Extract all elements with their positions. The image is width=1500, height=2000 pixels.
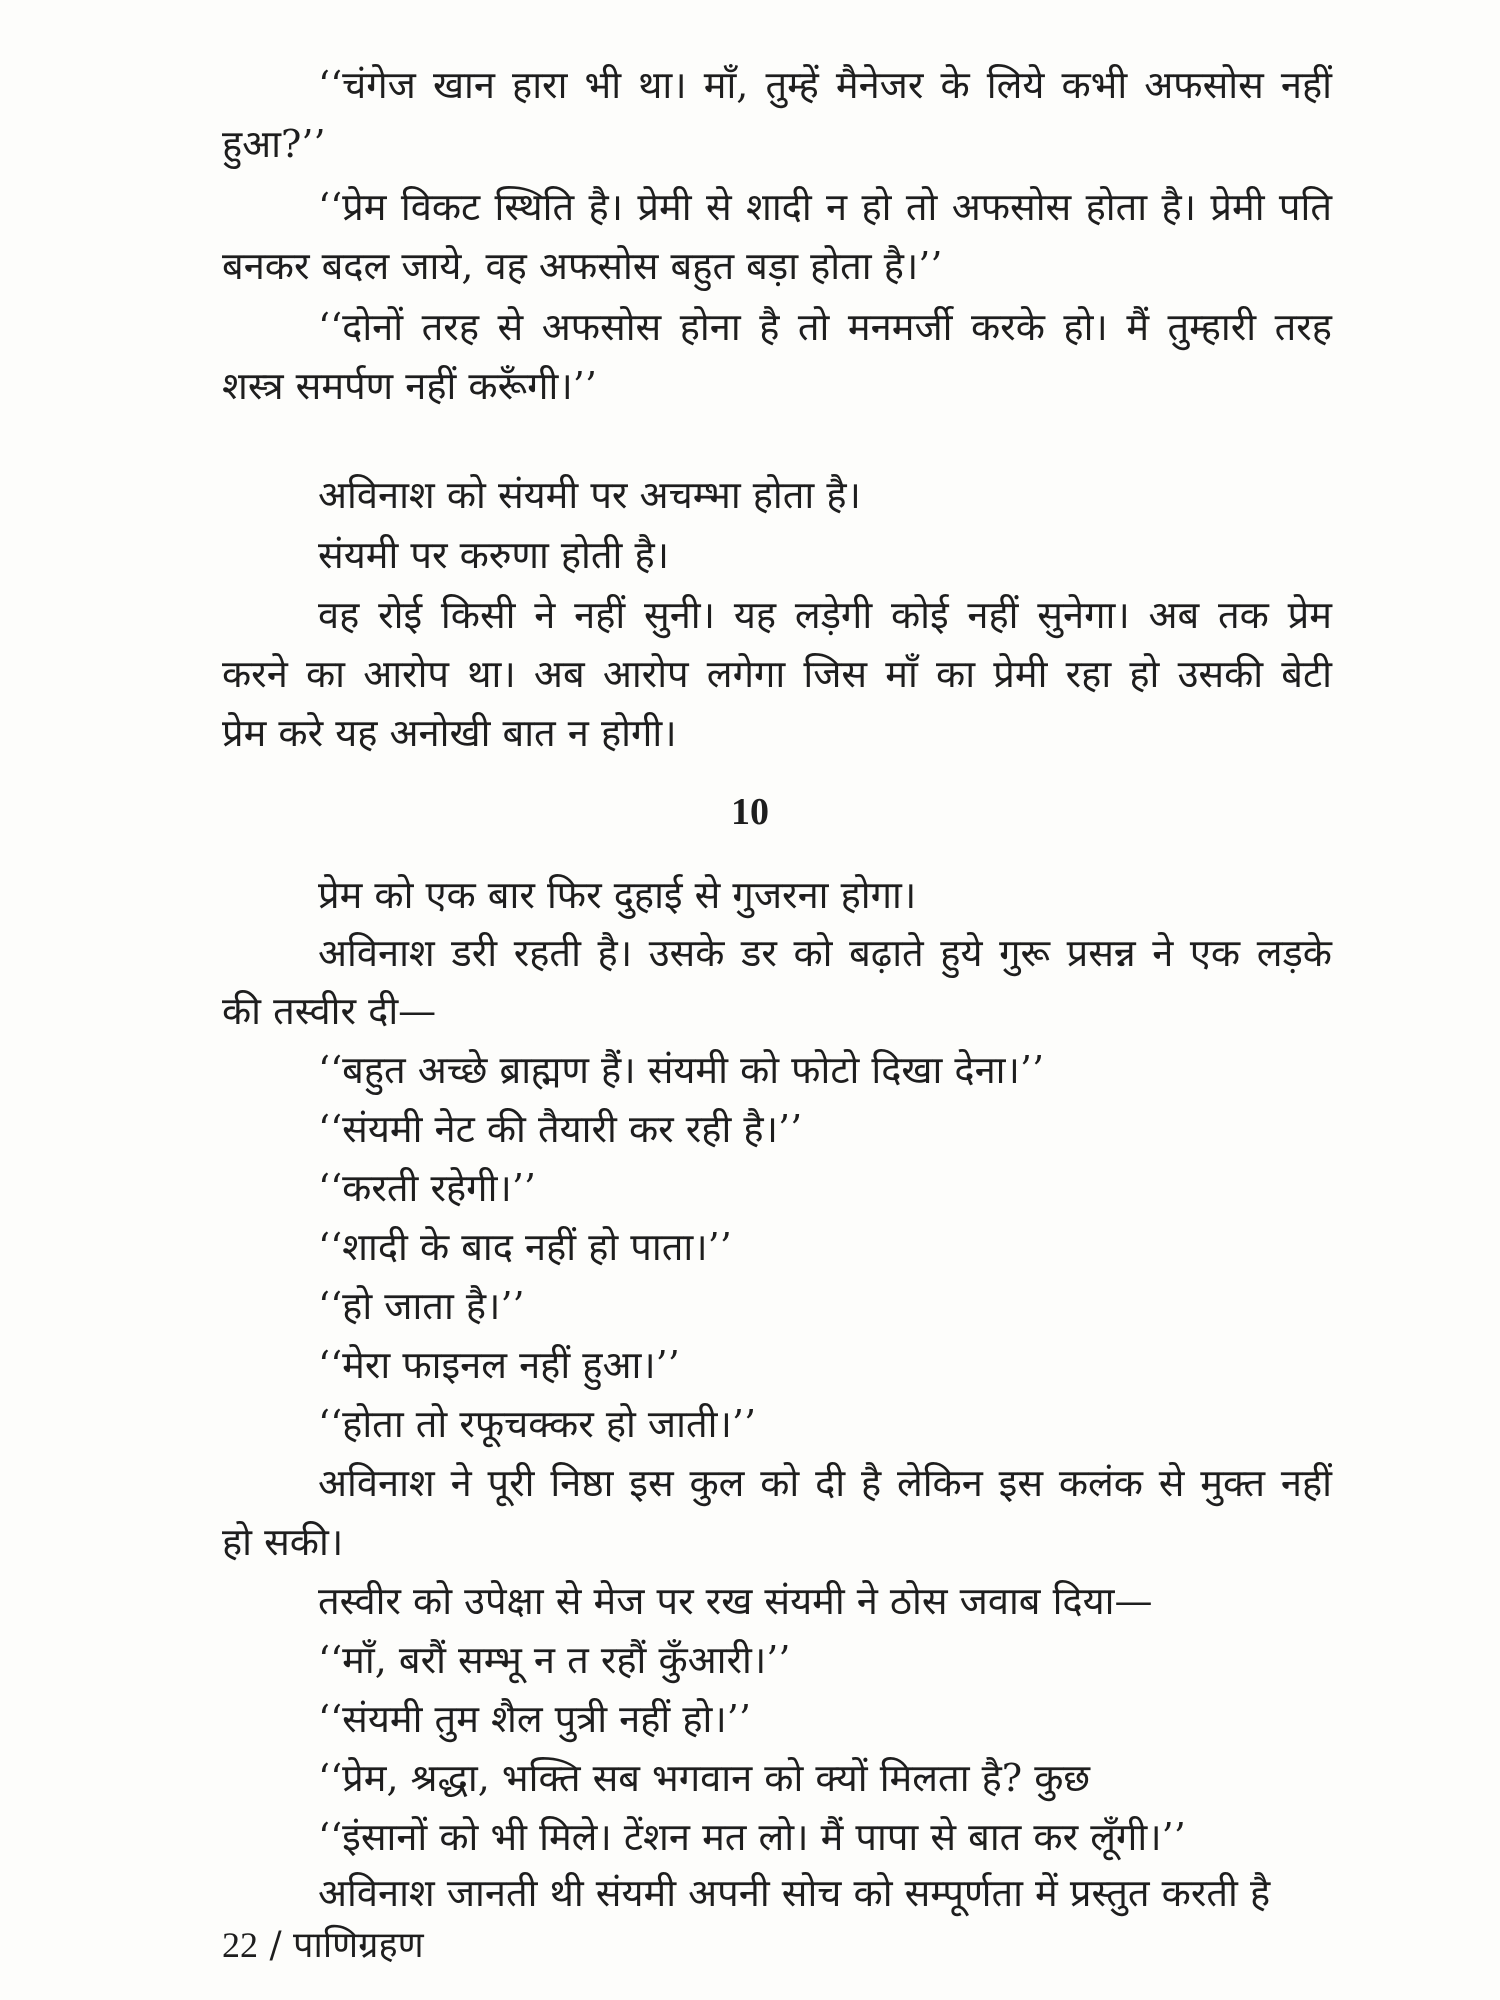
text-line: तस्वीर को उपेक्षा से मेज पर रख संयमी ने ठोस जवाब दिया— [318, 1579, 1153, 1623]
text-line: ‘‘होता तो रफूचक्कर हो जाती।’’ [318, 1402, 757, 1446]
text-line: हुआ?’’ [222, 122, 326, 166]
text-line: अविनाश ने पूरी निष्ठा इस कुल को दी है लेकिन इस कलंक से मुक्त नहीं [318, 1461, 1332, 1505]
text-line: की तस्वीर दी— [222, 989, 437, 1033]
text-line: बनकर बदल जाये, वह अफसोस बहुत बड़ा होता है।’’ [222, 244, 943, 288]
text-line: ‘‘बहुत अच्छे ब्राह्मण हैं। संयमी को फोटो दिखा देना।’’ [318, 1048, 1045, 1092]
text-line: हो सकी। [222, 1520, 344, 1564]
text-line: ‘‘प्रेम, श्रद्धा, भक्ति सब भगवान को क्यों मिलता है? कुछ [318, 1756, 1091, 1800]
text-line: वह रोई किसी ने नहीं सुनी। यह लड़ेगी कोई नहीं सुनेगा। अब तक प्रेम [318, 593, 1332, 637]
text-line: शस्त्र समर्पण नहीं करूँगी।’’ [222, 364, 597, 408]
text-line: ‘‘दोनों तरह से अफसोस होना है तो मनमर्जी करके हो। मैं तुम्हारी तरह [318, 305, 1332, 349]
text-line: ‘‘संयमी नेट की तैयारी कर रही है।’’ [318, 1107, 803, 1151]
text-line: ‘‘शादी के बाद नहीं हो पाता।’’ [318, 1225, 732, 1269]
text-line: ‘‘प्रेम विकट स्थिति है। प्रेमी से शादी न हो तो अफसोस होता है। प्रेमी पति [318, 185, 1332, 229]
text-line: ‘‘माँ, बरौं सम्भू न त रहौं कुँआरी।’’ [318, 1638, 791, 1682]
text-line: प्रेम करे यह अनोखी बात न होगी। [222, 711, 677, 755]
text-line: करने का आरोप था। अब आरोप लगेगा जिस माँ का प्रेमी रहा हो उसकी बेटी [222, 652, 1332, 696]
chapter-number: 10 [731, 791, 769, 833]
text-line: ‘‘हो जाता है।’’ [318, 1284, 525, 1328]
text-line: ‘‘मेरा फाइनल नहीं हुआ।’’ [318, 1343, 680, 1387]
book-title: पाणिग्रहण [293, 1925, 424, 1966]
page-footer [222, 1922, 424, 1969]
footer-separator: / [269, 1925, 282, 1966]
text-line: अविनाश को संयमी पर अचम्भा होता है। [318, 473, 861, 517]
page-number: 22 [222, 1925, 258, 1965]
text-line: ‘‘संयमी तुम शैल पुत्री नहीं हो।’’ [318, 1697, 751, 1741]
text-line: अविनाश डरी रहती है। उसके डर को बढ़ाते हुये गुरू प्रसन्न ने एक लड़के [318, 931, 1332, 975]
text-line: अविनाश जानती थी संयमी अपनी सोच को सम्पूर्णता में प्रस्तुत करती है [318, 1871, 1271, 1915]
text-line: ‘‘इंसानों को भी मिले। टेंशन मत लो। मैं पापा से बात कर लूँगी।’’ [318, 1815, 1186, 1859]
text-line: संयमी पर करुणा होती है। [318, 533, 670, 577]
text-line: ‘‘करती रहेगी।’’ [318, 1166, 536, 1210]
text-line: प्रेम को एक बार फिर दुहाई से गुजरना होगा। [318, 873, 917, 917]
text-line: ‘‘चंगेज खान हारा भी था। माँ, तुम्हें मैनेजर के लिये कभी अफसोस नहीं [318, 63, 1332, 107]
